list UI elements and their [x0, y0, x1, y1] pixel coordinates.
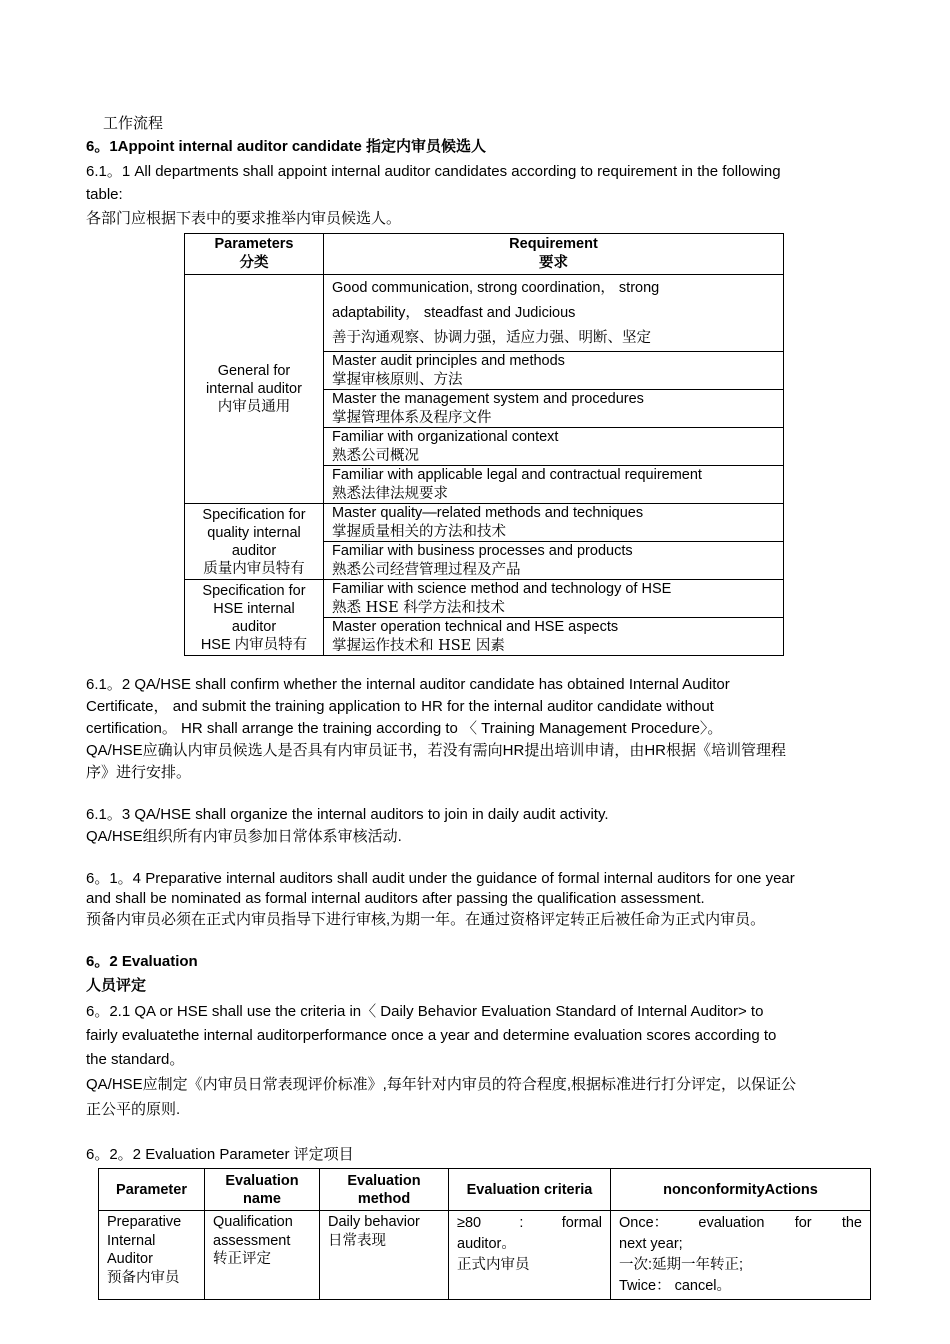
section-6-2-heading: 6。2 Evaluation	[86, 953, 198, 970]
para-6-2-2-heading: 6。2。2 Evaluation Parameter 评定项目	[86, 1146, 354, 1163]
para-6-1-2-zh-1: QA/HSE应确认内审员候选人是否具有内审员证书，若没有需向HR提出培训申请，由HR根据《培训管理程	[86, 742, 787, 759]
requirement-item: Master the management system and procedures 掌握管理体系及程序文件	[324, 390, 784, 428]
eval-header-name: Evaluation name	[205, 1169, 320, 1211]
para-6-1-4-en-2: and shall be nominated as formal internal auditors after passing the qualification assessment.	[86, 890, 705, 907]
para-6-2-1-en-1: 6。2.1 QA or HSE shall use the criteria in〈 Daily Behavior Evaluation Standard of Internal Auditor> to	[86, 1003, 764, 1020]
eval-header-actions: nonconformityActions	[611, 1169, 871, 1211]
eval-header-parameter: Parameter	[99, 1169, 205, 1211]
category-general: General for internal auditor 内审员通用	[185, 275, 324, 504]
requirement-item: Master operation technical and HSE aspects 掌握运作技术和 HSE 因素	[324, 618, 784, 656]
para-6-2-1-zh-1: QA/HSE应制定《内审员日常表现评价标准》,每年针对内审员的符合程度,根据标准进行打分评定，以保证公	[86, 1076, 797, 1093]
requirement-table	[184, 233, 784, 656]
eval-cell-criteria: ≥80 : formal auditor。 正式内审员	[449, 1211, 611, 1300]
eval-cell-name: Qualification assessment 转正评定	[205, 1211, 320, 1300]
para-6-1-3-en: 6.1。3 QA/HSE shall organize the internal auditors to join in daily audit activity.	[86, 806, 609, 823]
eval-cell-parameter: Preparative Internal Auditor 预备内审员	[99, 1211, 205, 1300]
para-6-1-4-zh: 预备内审员必须在正式内审员指导下进行审核,为期一年。在通过资格评定转正后被任命为正式内审员。	[86, 911, 766, 928]
para-6-1-1-en-2: table:	[86, 186, 123, 203]
evaluation-table	[98, 1168, 871, 1300]
category-quality: Specification for quality internal auditor 质量内审员特有	[185, 504, 324, 580]
table-row	[99, 1211, 871, 1300]
para-6-1-2-en-1: 6.1。2 QA/HSE shall confirm whether the internal auditor candidate has obtained Internal Auditor	[86, 676, 730, 693]
requirement-item: Familiar with science method and technology of HSE 熟悉 HSE 科学方法和技术	[324, 580, 784, 618]
requirement-item: Familiar with organizational context 熟悉公司概况	[324, 428, 784, 466]
para-6-1-4-en-1: 6。1。4 Preparative internal auditors shall audit under the guidance of formal internal auditors for one year	[86, 870, 795, 887]
requirement-item: Familiar with applicable legal and contractual requirement 熟悉法律法规要求	[324, 466, 784, 504]
para-6-1-3-zh: QA/HSE组织所有内审员参加日常体系审核活动.	[86, 828, 402, 845]
para-6-1-2-zh-2: 序》进行安排。	[86, 764, 192, 781]
header-requirement: Requirement 要求	[324, 234, 784, 275]
para-6-2-1-en-3: the standard。	[86, 1051, 185, 1068]
para-6-2-1-en-2: fairly evaluatethe internal auditorperformance once a year and determine evaluation scores according to	[86, 1027, 777, 1044]
eval-cell-method: Daily behavior 日常表现	[320, 1211, 449, 1300]
workflow-title: 工作流程	[103, 115, 164, 132]
requirement-item: Master quality—related methods and techniques 掌握质量相关的方法和技术	[324, 504, 784, 542]
eval-header-method: Evaluation method	[320, 1169, 449, 1211]
header-parameters: Parameters 分类	[185, 234, 324, 275]
eval-cell-actions: Once： evaluation for the next year; 一次:延期一年转正; Twice： cancel。	[611, 1211, 871, 1300]
requirement-item: Familiar with business processes and products 熟悉公司经营管理过程及产品	[324, 542, 784, 580]
requirement-item: Good communication, strong coordination， strong adaptability， steadfast and Judicious 善于沟通观察、协调力强，适应力强、明断、坚定	[324, 275, 784, 352]
section-6-2-zh-heading: 人员评定	[86, 977, 147, 994]
section-6-1-heading: 6。1Appoint internal auditor candidate 指定内审员候选人	[86, 138, 487, 155]
para-6-1-2-en-3: certification。 HR shall arrange the training according to 〈 Training Management Procedure〉。	[86, 720, 723, 737]
para-6-1-2-en-2: Certificate， and submit the training application to HR for the internal auditor candidate without	[86, 698, 714, 715]
category-hse: Specification for HSE internal auditor HSE 内审员特有	[185, 580, 324, 656]
para-6-1-1-en-1: 6.1。1 All departments shall appoint internal auditor candidates according to requirement in the following	[86, 163, 781, 180]
eval-header-criteria: Evaluation criteria	[449, 1169, 611, 1211]
requirement-item: Master audit principles and methods 掌握审核原则、方法	[324, 352, 784, 390]
para-6-1-1-zh: 各部门应根据下表中的要求推举内审员候选人。	[86, 210, 402, 227]
para-6-2-1-zh-2: 正公平的原则.	[86, 1101, 181, 1118]
